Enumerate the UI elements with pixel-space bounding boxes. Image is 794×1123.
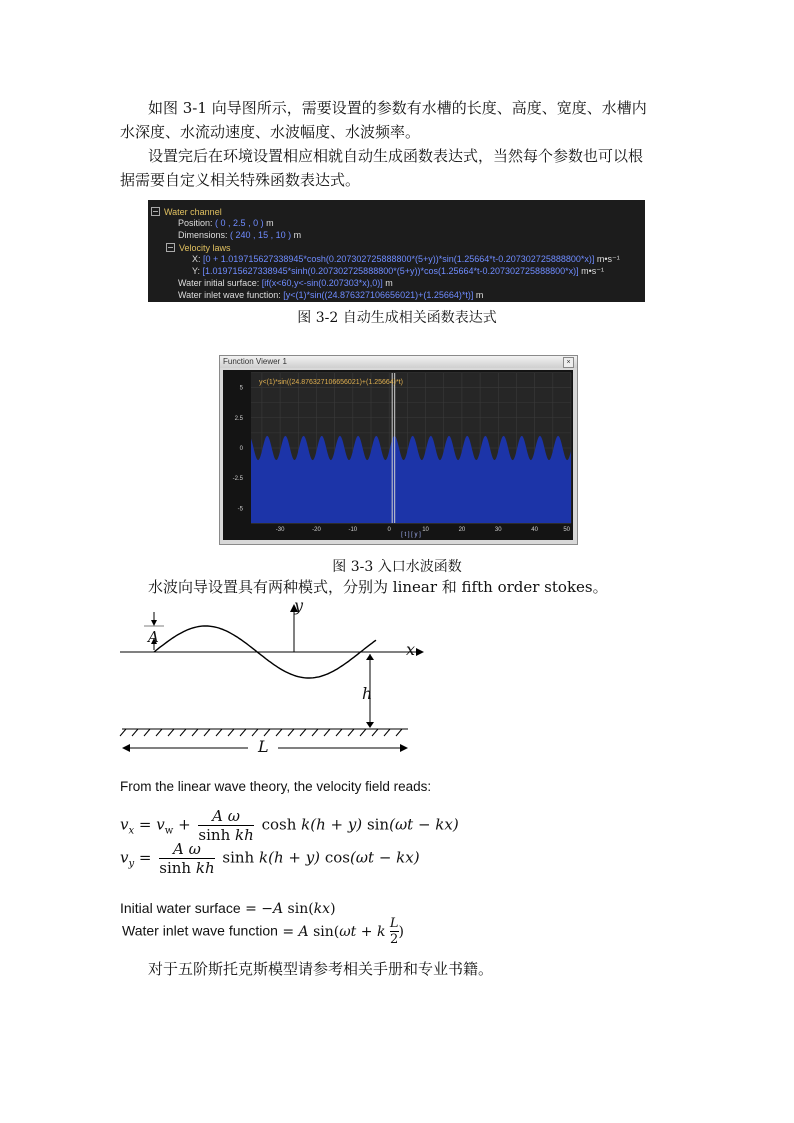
hatch-line [240, 729, 246, 736]
tree-row-dimensions: Dimensions: ( 240 , 15 , 10 ) m [178, 230, 302, 240]
figure-3-3-caption: 图 3-3 入口水波函数 [332, 559, 462, 575]
closing-paragraph: 对于五阶斯托克斯模型请参考相关手册和专业书籍。 [148, 960, 494, 978]
mode-paragraph: 水波向导设置具有两种模式，分别为 linear 和 fifth order stokes。 [148, 578, 608, 596]
hatch-line [360, 729, 366, 736]
wave-area [251, 436, 571, 523]
tree-row-inlet-wave: Water inlet wave function: [y<(1)*sin((24.876327106656021)+(1.25664)*t)] m [178, 290, 484, 300]
tree-row-initial-surface: Water initial surface: [if(x<60,y<-sin(0.207303*x),0)] m [178, 278, 393, 288]
y-tick-label: -2.5 [232, 476, 243, 483]
figure-3-2-caption: 图 3-2 自动生成相关函数表达式 [297, 310, 497, 326]
tree-node-water-channel[interactable]: Water channel [151, 206, 222, 217]
function-viewer-window [219, 355, 578, 545]
x-tick-label: -10 [348, 527, 358, 533]
label-L: L [258, 737, 269, 756]
x-tick-label: 40 [531, 527, 538, 533]
hatch-line [204, 729, 210, 736]
label-h: h [362, 684, 373, 703]
linear-wave-diagram [118, 598, 428, 758]
theory-intro: From the linear wave theory, the velocity field reads: [120, 779, 432, 794]
y-tick-label: 5 [239, 385, 243, 392]
x-tick-label: -30 [275, 527, 285, 533]
y-tick-label: 2.5 [234, 415, 243, 422]
equation-vx: $v_x = v_w$ + $\frac{\text{A ω}}{\text{sinh kh}}$ cosh k(h + y) sin(ωt − kx) [120, 807, 459, 844]
x-tick-label: 20 [458, 527, 466, 533]
hatch-line [372, 729, 378, 736]
hatch-line [144, 729, 150, 736]
collapse-icon[interactable] [151, 207, 160, 216]
hatch-line [168, 729, 174, 736]
collapse-icon[interactable] [166, 243, 175, 252]
length-arrow-left [122, 744, 130, 752]
hatch-line [276, 729, 282, 736]
x-tick-label: 30 [494, 527, 502, 533]
x-tick-label: 10 [422, 527, 429, 533]
x-axis-label: [ t ] [ y ] [401, 532, 421, 538]
hatch-line [228, 729, 234, 736]
equation-initial-surface: Initial water surface = −A sin(kx) [120, 900, 336, 917]
hatch-line [216, 729, 222, 736]
seabed-hatching [120, 729, 402, 736]
hatch-line [324, 729, 330, 736]
paragraph-line: 水深度、水流动速度、水波幅度、水波频率。 [120, 123, 421, 141]
hatch-line [264, 729, 270, 736]
amplitude-arrow [151, 620, 157, 626]
hatch-line [384, 729, 390, 736]
hatch-line [348, 729, 354, 736]
tree-row-position: Position: ( 0 , 2.5 , 0 ) m [178, 218, 274, 228]
hatch-line [120, 729, 126, 736]
tree-row-velocity-x: X: [0 + 1.019715627338945*cosh(0.207302725888800*(5+y))*sin(1.25664*t-0.207302725888800*x)] m•s⁻¹ [192, 254, 620, 264]
tree-row-velocity-y: Y: [1.019715627338945*sinh(0.207302725888800*(5+y))*cos(1.25664*t-0.207302725888800*x)] m•s⁻¹ [192, 266, 605, 276]
label-y: y [294, 596, 304, 615]
hatch-line [336, 729, 342, 736]
x-axis-arrow [416, 648, 424, 656]
label-A: A [148, 628, 159, 646]
hatch-line [132, 729, 138, 736]
equation-inlet-wave: Water inlet wave function = A sin(ωt + k $\frac{L}{2}$ ) [122, 916, 404, 947]
x-tick-label: -20 [312, 527, 321, 533]
hatch-line [180, 729, 186, 736]
hatch-line [288, 729, 294, 736]
equation-vy: $v_y$ = $\frac{\text{A ω}}{\text{sinh kh}}$ sinh k(h + y) cos(ωt − kx) [120, 840, 420, 877]
hatch-line [396, 729, 402, 736]
paragraph-line: 据需要自定义相关特殊函数表达式。 [120, 171, 361, 189]
window-title: Function Viewer 1 [223, 357, 287, 366]
label-x: x [406, 640, 416, 659]
function-plot [223, 370, 573, 540]
hatch-line [252, 729, 258, 736]
paragraph-line: 如图 3-1 向导图所示，需要设置的参数有水槽的长度、高度、宽度、水槽内 [148, 99, 647, 117]
length-arrow-right [400, 744, 408, 752]
hatch-line [192, 729, 198, 736]
window-titlebar[interactable] [220, 356, 577, 368]
water-channel-tree-panel [148, 200, 645, 302]
x-tick-label: 0 [387, 527, 391, 533]
function-expression: y<(1)*sin((24.876327106656021)+(1.25664)*t) [259, 379, 403, 386]
y-tick-label: -5 [237, 506, 243, 513]
tree-node-velocity-laws[interactable]: Velocity laws [166, 242, 231, 253]
y-tick-label: 0 [239, 446, 243, 452]
x-tick-label: 50 [563, 527, 570, 533]
paragraph-line: 设置完后在环境设置相应相就自动生成函数表达式，当然每个参数也可以根 [148, 147, 644, 165]
hatch-line [312, 729, 318, 736]
hatch-line [300, 729, 306, 736]
intro-paragraph [120, 96, 680, 192]
hatch-line [156, 729, 162, 736]
close-icon[interactable]: × [563, 357, 574, 368]
